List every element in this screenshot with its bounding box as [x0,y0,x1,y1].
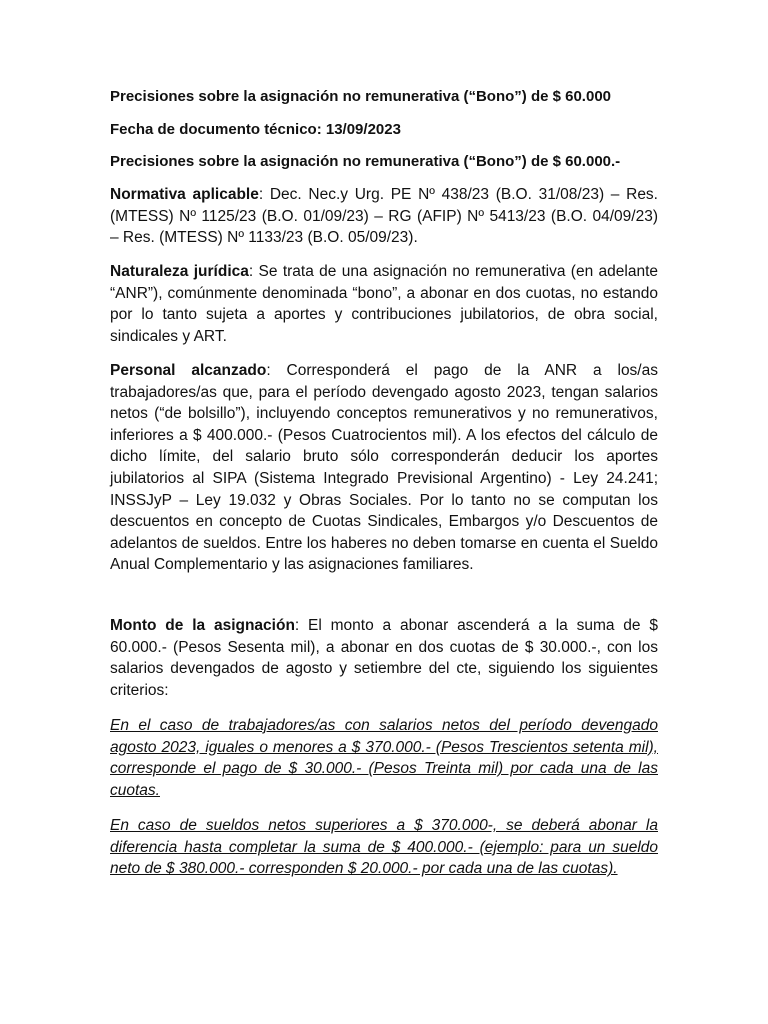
document-subtitle: Precisiones sobre la asignación no remunerativa (“Bono”) de $ 60.000.- [110,153,621,170]
normativa-paragraph [110,184,658,249]
criterio-1-paragraph: En el caso de trabajadores/as con salarios netos del período devengado agosto 2023, iguales o menores a $ 370.000.- (Pesos Trescientos setenta mil), corresponde el pago de $ 30.000.- (Pesos Treinta mil) por cada una de las cuotas. [110,717,658,799]
criterio-2-paragraph: En caso de sueldos netos superiores a $ 370.000-, se deberá abonar la diferencia hasta completar la suma de $ 400.000.- (ejemplo: para un sueldo neto de $ 380.000.- corresponden $ 20.000.- por cada una de las cuotas). [110,817,658,878]
normativa-label: Normativa aplicable [110,186,259,203]
monto-paragraph [110,615,658,701]
personal-text: : Corresponderá el pago de la ANR a los/as trabajadores/as que, para el período devengado agosto 2023, tengan salarios netos (“de bolsillo”), incluyendo conceptos remunerativos y no remunerativos, inferiores a $ 400.000.- (Pesos Cuatrocientos mil). A los efectos del cálculo de dicho límite, del salario bruto sólo corresponderán deducir los aportes jubilatorios al SIPA (Sistema Integrado Previsional Argentino) - Ley 24.241; INSSJyP – Ley 19.032 y Obras Sociales. Por lo tanto no se computan los descuentos en concepto de Cuotas Sindicales, Embargos y/o Descuentos de adelantos de sueldos. Entre los haberes no deben tomarse en cuenta el Sueldo Anual Complementario y las asignaciones familiares. [110,362,658,574]
naturaleza-paragraph [110,261,658,347]
document-title: Precisiones sobre la asignación no remunerativa (“Bono”) de $ 60.000 [110,88,612,105]
personal-paragraph [110,360,658,576]
personal-label: Personal alcanzado [110,362,267,379]
technical-date: Fecha de documento técnico: 13/09/2023 [110,121,401,138]
naturaleza-text: : Se trata de una asignación no remunerativa (en adelante “ANR”), comúnmente denominada “bono”, a abonar en dos cuotas, no estando por lo tanto sujeta a aportes y contribuciones jubilatorios, de obra social, sindicales y ART. [110,263,659,345]
naturaleza-label: Naturaleza jurídica [110,263,249,280]
normativa-text: : Dec. Nec.y Urg. PE Nº 438/23 (B.O. 31/08/23) – Res. (MTESS) Nº 1125/23 (B.O. 01/09/23) – RG (AFIP) Nº 5413/23 (B.O. 04/09/23) – Res. (MTESS) Nº 1133/23 (B.O. 05/09/23). [110,186,658,247]
monto-label: Monto de la asignación [110,617,295,634]
monto-text: : El monto a abonar ascenderá a la suma de $ 60.000.- (Pesos Sesenta mil), a abonar en dos cuotas de $ 30.000.-, con los salarios devengados de agosto y setiembre del cte, siguiendo los siguientes criterios: [110,617,658,699]
